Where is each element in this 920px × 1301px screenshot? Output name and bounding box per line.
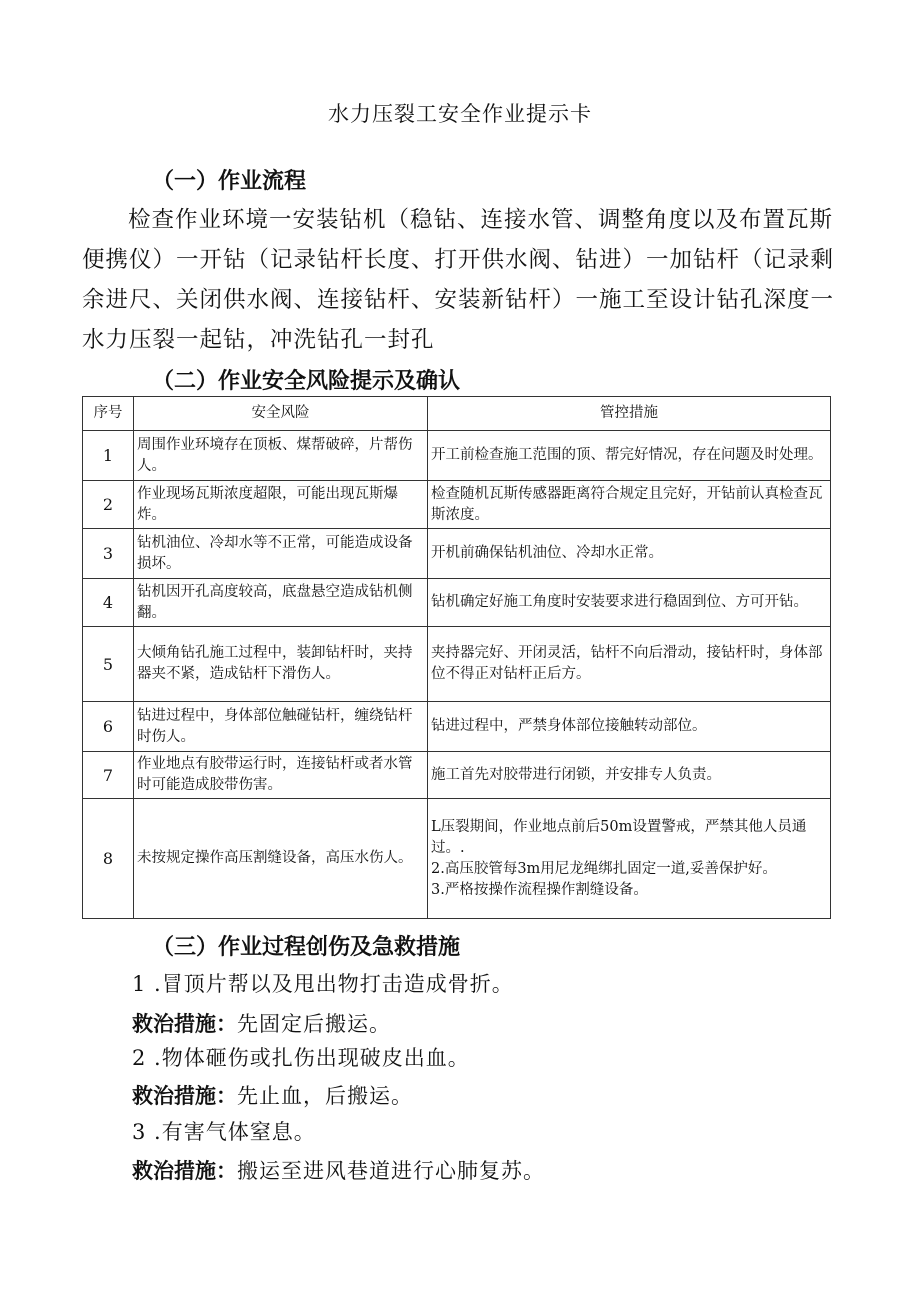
document-title: 水力压裂工安全作业提示卡 [328, 102, 592, 126]
row-number: 2 [83, 481, 134, 529]
table-row [83, 431, 831, 481]
first-aid-measure: 先止血，后搬运。 [237, 1084, 413, 1108]
row-number: 3 [83, 529, 134, 579]
row-risk: 周围作业环境存在顶板、煤帮破碎，片帮伤人。 [134, 431, 428, 481]
first-aid-label: 救治措施： [132, 1084, 237, 1108]
injury-line: 3 .有害气体窒息。 [132, 1120, 316, 1144]
table-header-row [83, 397, 831, 431]
row-measure [428, 799, 831, 919]
row-measure: 钻进过程中，严禁身体部位接触转动部位。 [428, 702, 831, 752]
header-measure: 管控措施 [428, 397, 831, 431]
row-risk: 钻机油位、冷却水等不正常，可能造成设备损坏。 [134, 529, 428, 579]
row-risk: 钻机因开孔高度较高，底盘悬空造成钻机侧翻。 [134, 579, 428, 627]
first-aid-measure: 先固定后搬运。 [237, 1012, 391, 1036]
injury-line: 1 .冒顶片帮以及甩出物打击造成骨折。 [132, 972, 514, 996]
row-risk: 未按规定操作高压割缝设备，高压水伤人。 [134, 799, 428, 919]
first-aid-line [132, 1155, 545, 1185]
row-risk: 作业地点有胶带运行时，连接钻杆或者水管时可能造成胶带伤害。 [134, 752, 428, 799]
table-row [83, 481, 831, 529]
section-3-heading: （三）作业过程创伤及急救措施 [152, 935, 461, 960]
row-number: 6 [83, 702, 134, 752]
table-row [83, 529, 831, 579]
first-aid-measure: 搬运至进风巷道进行心肺复苏。 [237, 1159, 545, 1183]
row-risk: 作业现场瓦斯浓度超限，可能出现瓦斯爆炸。 [134, 481, 428, 529]
measure-item: 2.高压胶管每3m用尼龙绳绑扎固定一道,妥善保护好。 [431, 860, 777, 877]
row-number: 4 [83, 579, 134, 627]
row-measure: 夹持器完好、开闭灵活，钻杆不向后滑动，接钻杆时，身体部位不得正对钻杆正后方。 [428, 627, 831, 702]
first-aid-line [132, 1008, 391, 1038]
row-number: 8 [83, 799, 134, 919]
section-1-heading: （一）作业流程 [152, 169, 307, 194]
row-measure: 钻机确定好施工角度时安装要求进行稳固到位、方可开钻。 [428, 579, 831, 627]
row-number: 1 [83, 431, 134, 481]
work-flow-text: 检查作业环境一安装钻机（稳钻、连接水管、调整角度以及布置瓦斯便携仪）一开钻（记录钻杆长度、打开供水阀、钻进）一加钻杆（记录剩余进尺、关闭供水阀、连接钻杆、安装新钻杆）一施工至设计钻孔深度一水力压裂一起钻，冲洗钻孔一封孔 [82, 207, 835, 353]
measure-item: 3.严格按操作流程操作割缝设备。 [431, 881, 648, 898]
row-measure: 开机前确保钻机油位、冷却水正常。 [428, 529, 831, 579]
row-risk: 钻进过程中，身体部位触碰钻杆，缠绕钻杆时伤人。 [134, 702, 428, 752]
row-risk: 大倾角钻孔施工过程中，装卸钻杆时，夹持器夹不紧，造成钻杆下滑伤人。 [134, 627, 428, 702]
first-aid-label: 救治措施： [132, 1012, 237, 1036]
header-number: 序号 [83, 397, 134, 431]
first-aid-line [132, 1080, 413, 1110]
measure-item: L压裂期间，作业地点前后50m设置警戒，严禁其他人员通过。. [431, 818, 807, 856]
row-measure: 施工首先对胶带进行闭锁，并安排专人负责。 [428, 752, 831, 799]
injury-line: 2 .物体砸伤或扎伤出现破皮出血。 [132, 1046, 470, 1070]
row-number: 7 [83, 752, 134, 799]
table-row [83, 799, 831, 919]
section-2-heading: （二）作业安全风险提示及确认 [152, 369, 461, 394]
first-aid-label: 救治措施： [132, 1159, 237, 1183]
table-row [83, 627, 831, 702]
table-row [83, 579, 831, 627]
table-row [83, 702, 831, 752]
row-measure: 检查随机瓦斯传感器距离符合规定且完好，开钻前认真检查瓦斯浓度。 [428, 481, 831, 529]
row-measure: 开工前检查施工范围的顶、帮完好情况，存在问题及时处理。 [428, 431, 831, 481]
table-row [83, 752, 831, 799]
header-risk: 安全风险 [134, 397, 428, 431]
row-number: 5 [83, 627, 134, 702]
risk-table [82, 396, 831, 919]
